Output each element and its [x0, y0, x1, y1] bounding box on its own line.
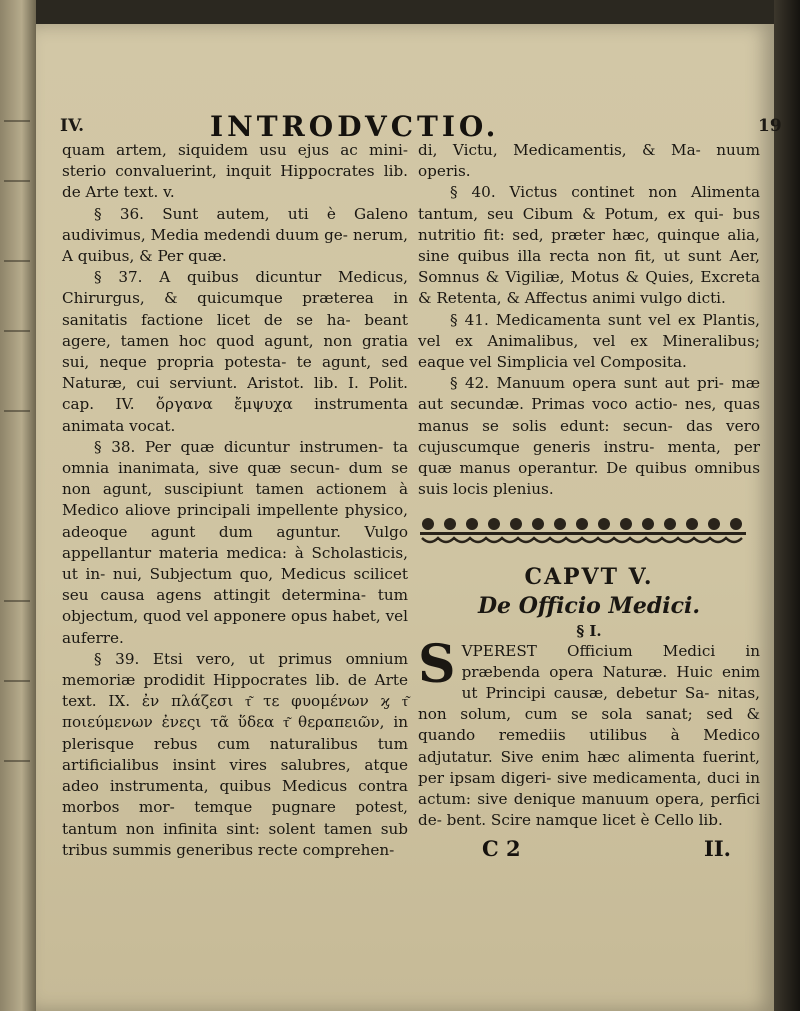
left-paragraph-2: § 36. Sunt autem, uti è Galeno audivimus, Media medendi duum ge- nerum, A quibus, & Per quæ. — [62, 204, 408, 266]
edge-line — [4, 410, 30, 412]
right-shadow — [774, 0, 800, 1011]
ornament-band — [418, 514, 748, 548]
catchword: II. — [704, 836, 731, 861]
right-paragraph-2: § 40. Victus continet non Alimenta tantum, seu Cibum & Potum, ex qui- bus nutritio fit: sed, præter hæc, quinque alia, sine quibus illa recta non fit, ut sunt Aer, Somnus & Vigiliæ, Motus & Quies, Excreta & Retenta, & Affectus animi vulgo dicti. — [418, 183, 760, 308]
page-title: INTRODVCTIO. — [210, 110, 500, 143]
header-left: IV. — [60, 116, 85, 136]
right-paragraph-5 — [418, 633, 760, 832]
edge-line — [4, 330, 30, 332]
edge-line — [4, 180, 30, 182]
previous-page-edge — [0, 0, 36, 1011]
right-paragraph-3: § 41. Medicamenta sunt vel ex Plantis, vel ex Animalibus, vel ex Mineralibus; eaque vel Simplicia vel Composita. — [418, 310, 760, 372]
right-column — [418, 140, 760, 831]
edge-line — [4, 760, 30, 762]
chapter-heading: CAPVT V. — [524, 563, 654, 590]
edge-line — [4, 120, 30, 122]
signature-mark: C 2 — [482, 836, 521, 861]
chapter-subtitle: De Officio Medici. — [477, 592, 701, 619]
right-paragraph-5-text: VPERESТ Officium Medici in præbenda opera Naturæ. Huic enim ut Principi causæ, debetur Sa- nitas, non solum, cum se sola sanat; sed & quando remediis utilibus à Medico adjutatur. Sive enim hæc alimenta fuerint, per ipsam digeri- sive medicamenta, duci in actum: sive denique manuum opera, perfici de- bent. Scire namque licet è Cello lib. — [418, 641, 760, 830]
edge-line — [4, 680, 30, 682]
left-paragraph-3: § 37. A quibus dicuntur Medicus, Chirurgus, & quicumque præterea in sanitatis factione licet de se ha- beant agere, tamen hoc quod agunt, non gratia sui, neque propria potesta- te agunt, sed Naturæ, cui serviunt. Aristot. lib. I. Polit. cap. IV. ὄργανα ἔμψυχα instrumenta animata vocat. — [62, 268, 408, 435]
left-paragraph-1: quam artem, siquidem usu ejus ac mini- sterio convaluerint, inquit Hippocrates lib. de Arte text. v. — [62, 141, 408, 202]
edge-line — [4, 600, 30, 602]
right-paragraph-1: di, Victu, Medicamentis, & Ma- nuum operis. — [418, 141, 760, 181]
edge-line — [4, 260, 30, 262]
right-paragraph-4: § 42. Manuum opera sunt aut pri- mæ aut secundæ. Primas voco actio- nes, quas manus se solis edunt: secun- das vero cujuscumque generis instru- menta, per quæ manus operantur. De quibus omnibus suis locis plenius. — [418, 374, 760, 499]
top-shadow — [36, 0, 774, 24]
section-mark: § I. — [576, 621, 602, 640]
left-paragraph-5: § 39. Etsi vero, ut primus omnium memoriæ prodidit Hippocrates lib. de Arte text. IX. ἐν πλάζεσι τ͂ τε φυομένων ϗ τ͂ ποιεύμενων ἐνεςι τᾶ ὕδεα τ͂ θεραπειῶν, in plerisque rebus cum naturalibus tum artificialibus insint vires salubres, atque adeo instrumenta, quibus Medicus contra morbos mor- temque pugnare potest, tantum non infinita sint: solent tamen sub tribus summis generibus recte comprehen- — [62, 649, 408, 859]
left-column — [62, 140, 408, 861]
left-paragraph-4: § 38. Per quæ dicuntur instrumen- ta omnia inanimata, sive quæ secun- dum se non agunt, suscipiunt tamen actionem à Medico aliove principali impellente physico, adeoque agunt dum aguntur. Vulgo appellantur materia medica: à Scholasticis, ut in- nui, Subjectum quo, Medicus scilicet seu causa agens attingit determina- tum objectum, quod vel apponere opus habet, vel auferre. — [62, 437, 408, 647]
drop-capital: S — [418, 633, 456, 695]
page-number: 19 — [758, 116, 782, 136]
